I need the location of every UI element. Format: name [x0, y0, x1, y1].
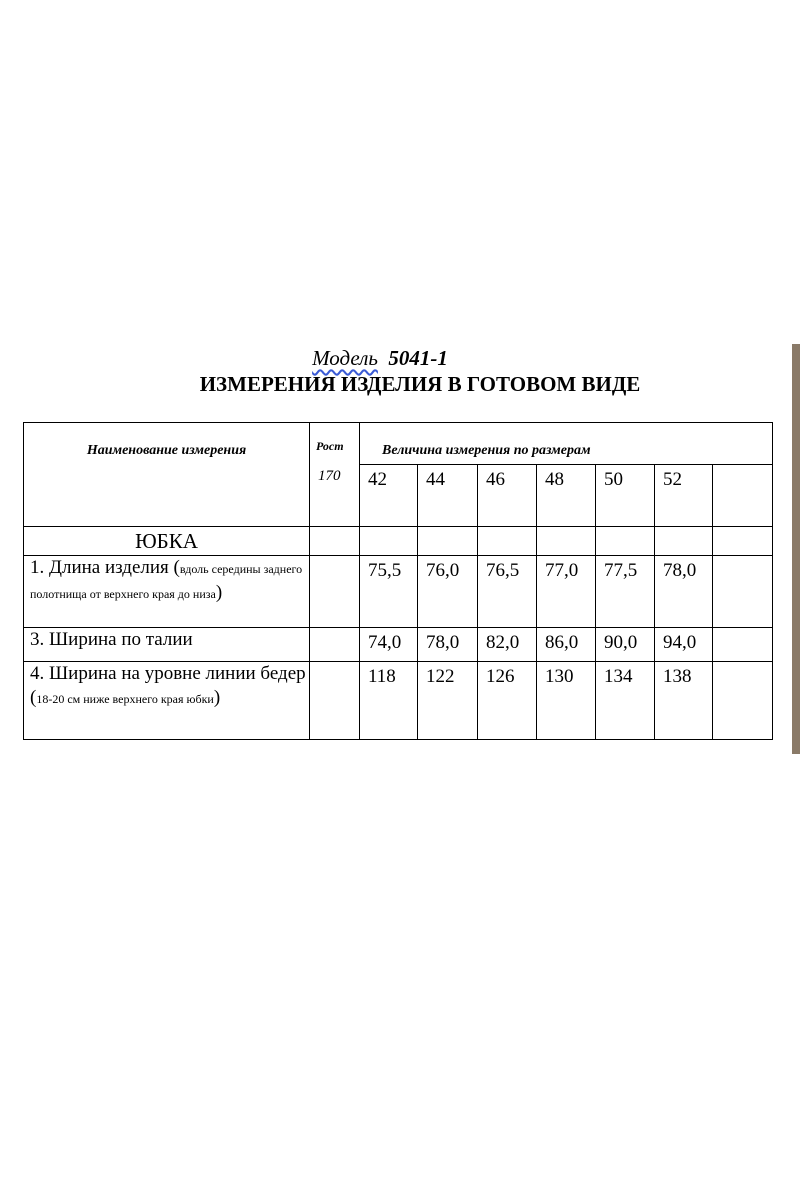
measure-header — [360, 423, 773, 465]
right-edge-strip — [792, 344, 800, 754]
size-cell: 50 — [596, 465, 655, 527]
size-cell: 48 — [537, 465, 596, 527]
col-name-header — [24, 423, 310, 527]
table-row — [24, 662, 773, 740]
row-name-main: 4. Ширина на уровне линии бедер ( — [30, 663, 306, 708]
size-cell: 42 — [360, 465, 418, 527]
value-cell: 76,5 — [478, 556, 537, 628]
growth-cell — [310, 556, 360, 628]
value-cell: 122 — [418, 662, 478, 740]
row-name-note: вдоль середины заднего полотнища от верхнего края до низа — [30, 562, 303, 601]
row-name — [24, 556, 310, 628]
value-cell: 77,5 — [596, 556, 655, 628]
value-cell: 118 — [360, 662, 418, 740]
row-name — [24, 662, 310, 740]
row-name-close: ) — [213, 687, 221, 708]
value-cell: 82,0 — [478, 628, 537, 662]
table-row — [24, 556, 773, 628]
size-cell: 44 — [418, 465, 478, 527]
measure-header-text: Величина измерения по размерам — [382, 443, 591, 458]
col-name-header-text: Наименование измерения — [86, 443, 247, 458]
model-label: Модель — [312, 346, 378, 370]
row-name-main: 1. Длина изделия ( — [30, 557, 180, 578]
growth-cell — [310, 628, 360, 662]
value-cell: 126 — [478, 662, 537, 740]
growth-value: 170 — [318, 468, 341, 484]
measurement-table — [23, 422, 773, 740]
size-cell: 46 — [478, 465, 537, 527]
value-cell: 86,0 — [537, 628, 596, 662]
growth-header — [310, 423, 360, 527]
value-cell — [713, 662, 773, 740]
row-name — [24, 628, 310, 662]
section-row — [24, 527, 773, 556]
value-cell: 78,0 — [418, 628, 478, 662]
growth-cell — [310, 662, 360, 740]
value-cell: 130 — [537, 662, 596, 740]
row-name-main: 3. Ширина по талии — [30, 629, 193, 650]
size-cell — [713, 465, 773, 527]
value-cell: 78,0 — [655, 556, 713, 628]
page-title: ИЗМЕРЕНИЯ ИЗДЕЛИЯ В ГОТОВОМ ВИДЕ — [199, 372, 641, 396]
value-cell — [713, 556, 773, 628]
value-cell: 90,0 — [596, 628, 655, 662]
value-cell: 75,5 — [360, 556, 418, 628]
size-cell: 52 — [655, 465, 713, 527]
row-name-close: ) — [215, 582, 223, 603]
value-cell: 76,0 — [418, 556, 478, 628]
value-cell: 94,0 — [655, 628, 713, 662]
growth-label: Рост — [316, 439, 344, 453]
row-name-note: 18-20 см ниже верхнего края юбки — [36, 692, 214, 706]
value-cell: 138 — [655, 662, 713, 740]
section-label: ЮБКА — [24, 527, 310, 556]
model-number: 5041-1 — [388, 346, 448, 370]
table-row — [24, 628, 773, 662]
value-cell: 134 — [596, 662, 655, 740]
model-line — [0, 346, 760, 371]
value-cell: 77,0 — [537, 556, 596, 628]
value-cell — [713, 628, 773, 662]
value-cell: 74,0 — [360, 628, 418, 662]
